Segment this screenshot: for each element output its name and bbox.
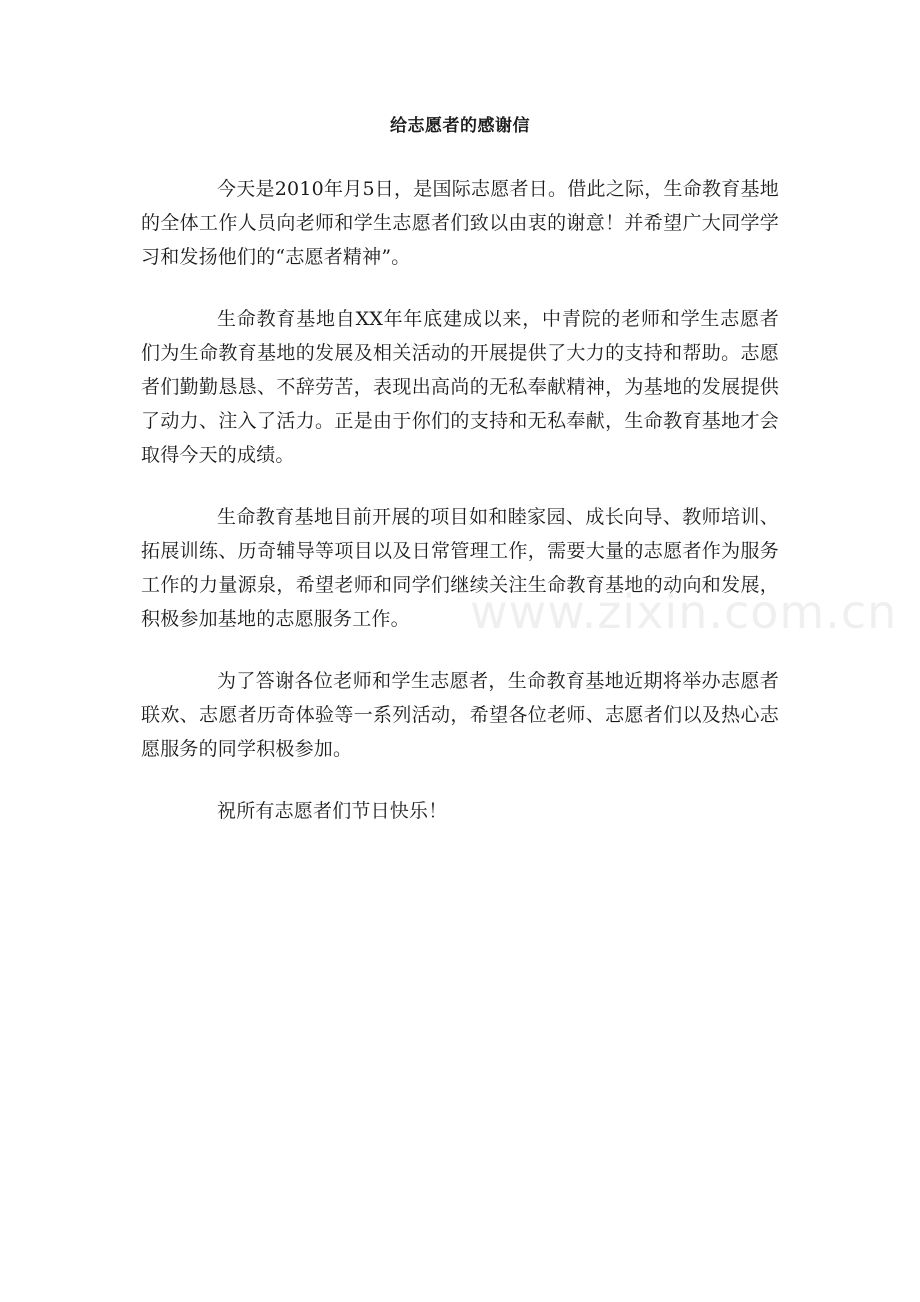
paragraph-2: 生命教育基地自XX年年底建成以来，中青院的老师和学生志愿者们为生命教育基地的发展及相关活动的开展提供了大力的支持和帮助。志愿者们勤勤恳恳、不辞劳苦，表现出高尚的无私奉献精神，为基地的发展提供了动力、注入了活力。正是由于你们的支持和无私奉献，生命教育基地才会取得今天的成绩。 (141, 308, 779, 466)
paragraph-1: 今天是2010年月5日，是国际志愿者日。借此之际，生命教育基地的全体工作人员向老师和学生志愿者们致以由衷的谢意！并希望广大同学学习和发扬他们的“志愿者精神”。 (141, 178, 779, 268)
letter-body (141, 172, 779, 856)
document-title: 给志愿者的感谢信 (390, 116, 530, 136)
closing-line: 祝所有志愿者们节日快乐！ (217, 800, 448, 822)
watermark: www.zixin.com.cn (470, 585, 898, 639)
paragraph-4: 为了答谢各位老师和学生志愿者，生命教育基地近期将举办志愿者联欢、志愿者历奇体验等一系列活动，希望各位老师、志愿者们以及热心志愿服务的同学积极参加。 (141, 670, 779, 760)
paragraph-3: 生命教育基地目前开展的项目如和睦家园、成长向导、教师培训、拓展训练、历奇辅导等项目以及日常管理工作，需要大量的志愿者作为服务工作的力量源泉，希望老师和同学们继续关注生命教育基地的动向和发展，积极参加基地的志愿服务工作。 (141, 506, 779, 630)
